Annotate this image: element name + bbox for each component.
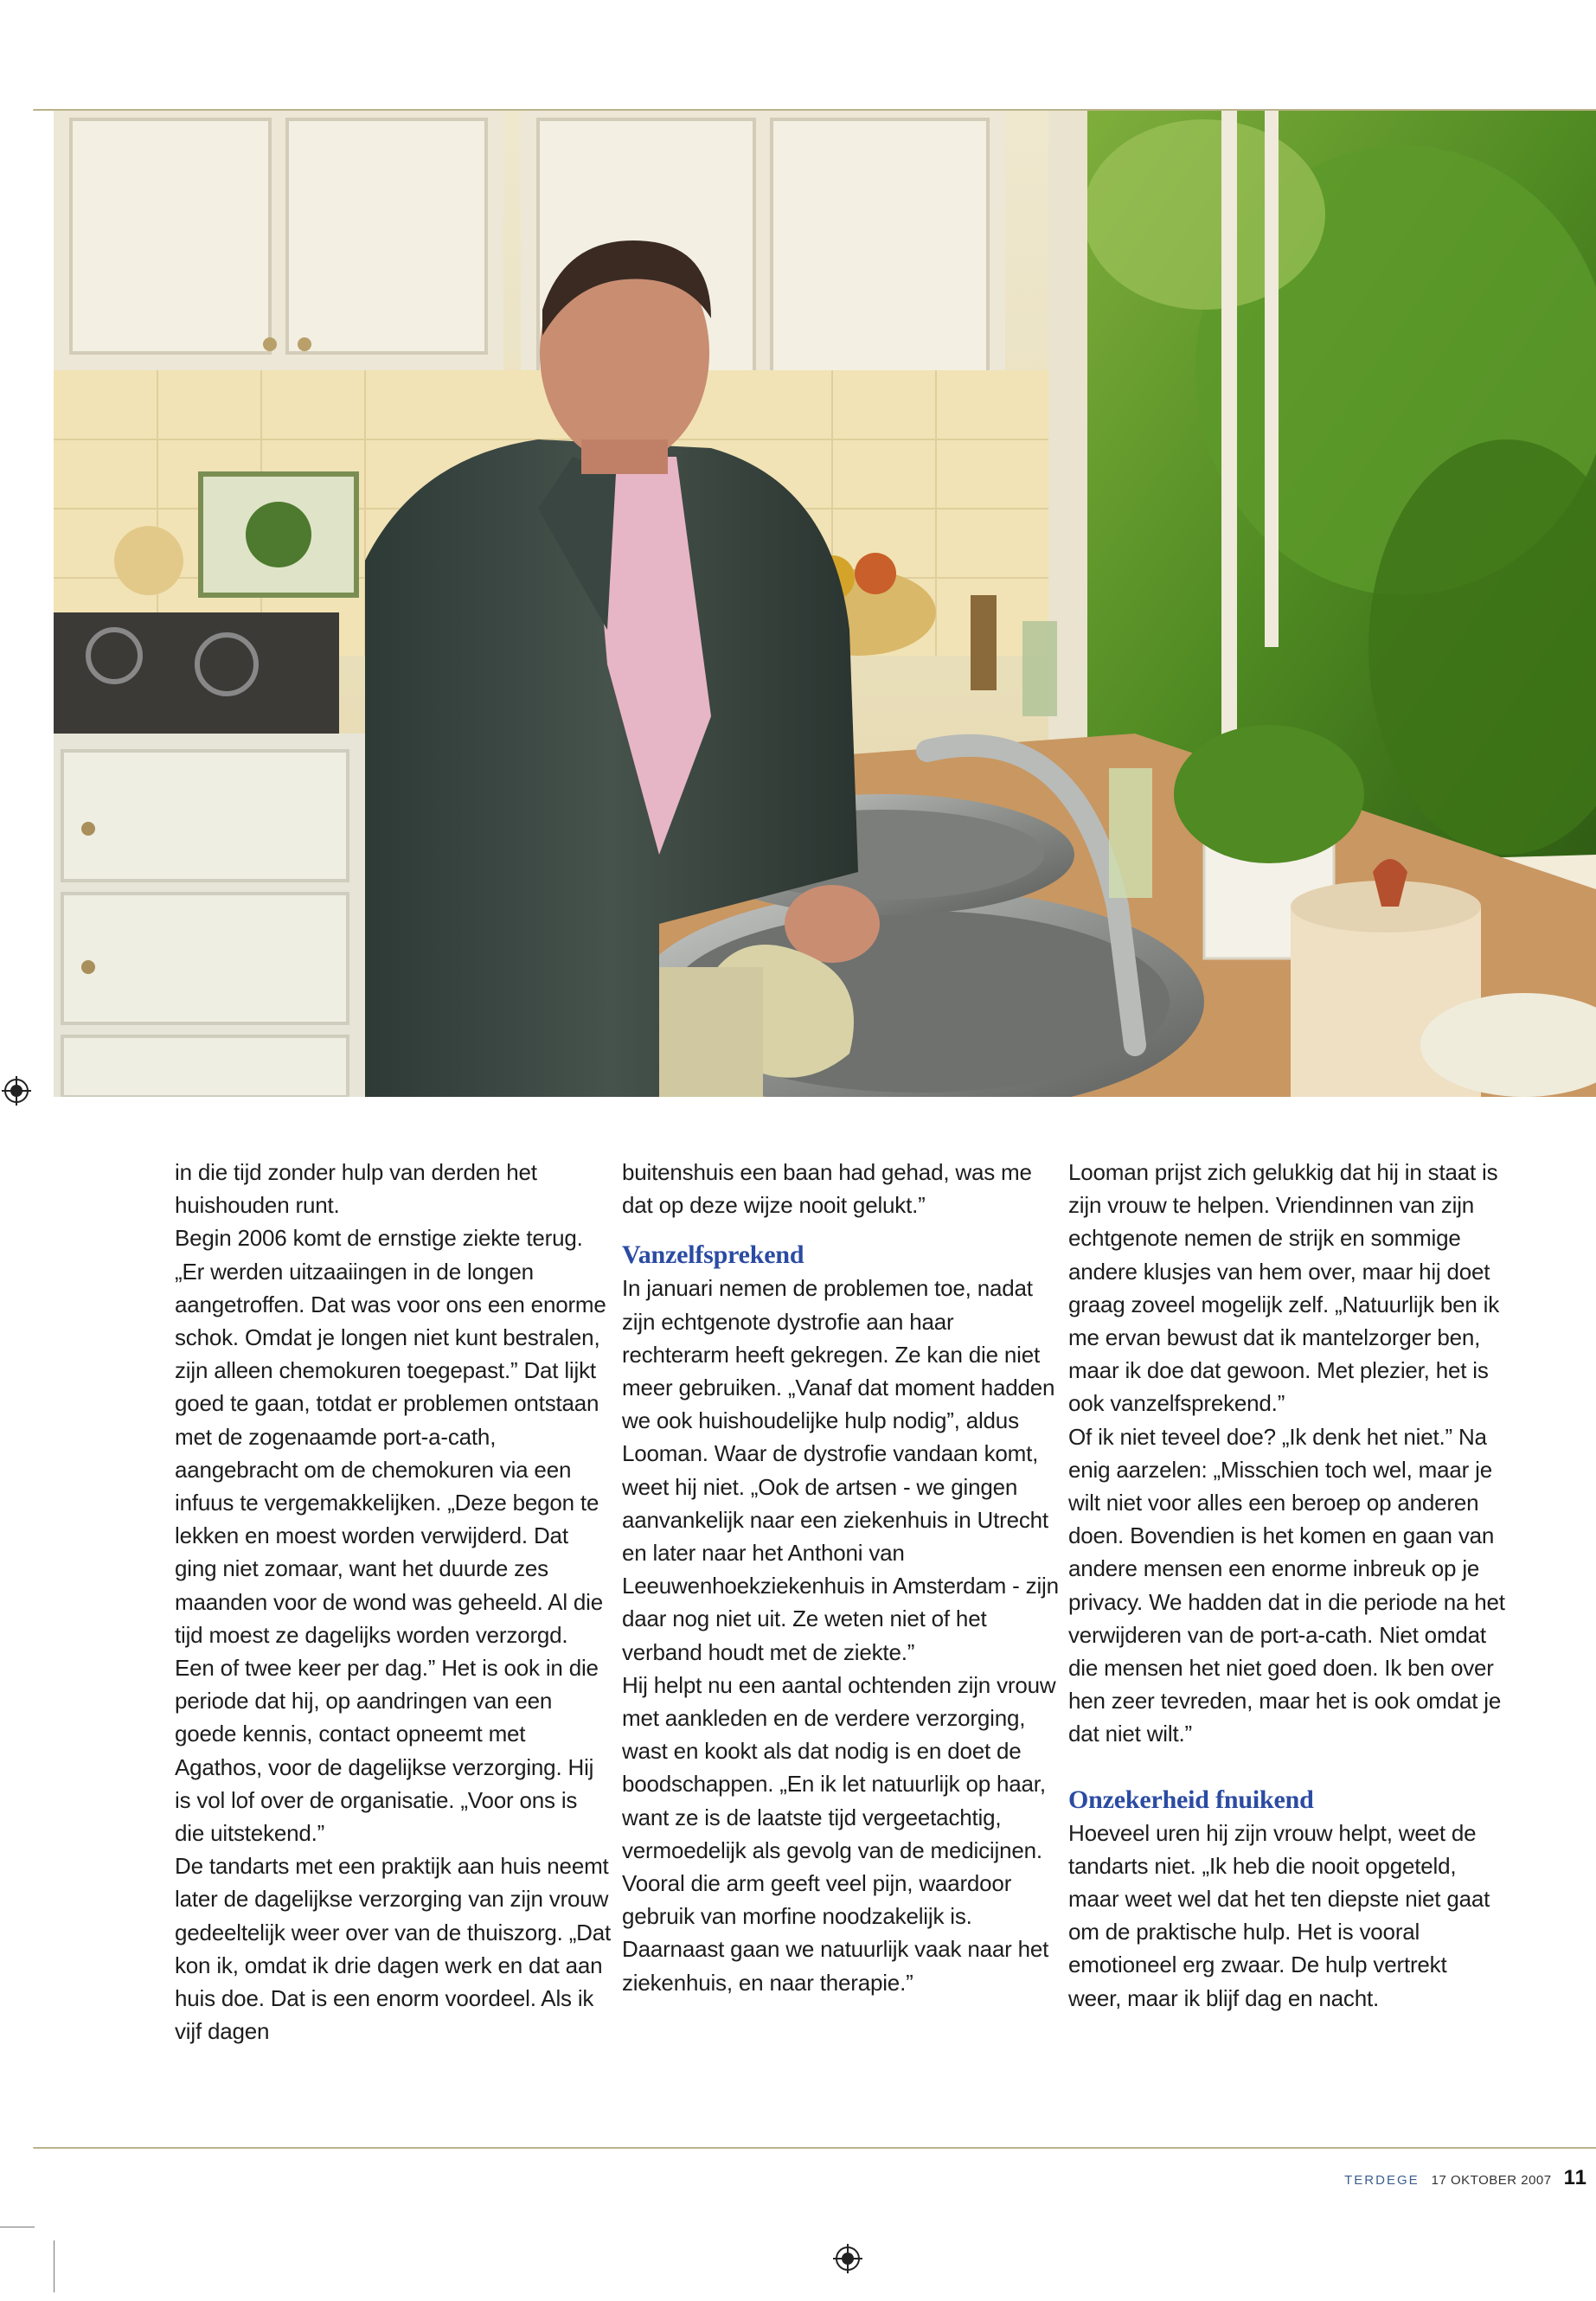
registration-mark-icon (2, 1076, 31, 1106)
article-column-2 (622, 1156, 1059, 1999)
section-heading: Onzekerheid fnuikend (1068, 1785, 1314, 1814)
article-column-3 (1068, 1156, 1505, 2015)
registration-mark-icon (833, 2244, 862, 2273)
issue-date: 17 OKTOBER 2007 (1431, 2173, 1552, 2188)
article-photo (54, 111, 1596, 1097)
page-footer (1344, 2166, 1587, 2192)
paragraph: Of ik niet teveel doe? „Ik denk het niet.” Na enig aarzelen: „Misschien toch wel, maar je wilt niet voor alles een beroep op anderen doen. Bovendien is het komen en gaan van andere mensen een enorme inbreuk op je privacy. We hadden dat in die periode na het verwijderen van de port-a-cath. Niet omdat die mensen het niet goed doen. Ik ben over hen zeer tevreden, maar het is ook omdat je dat niet wilt.” (1068, 1423, 1505, 1747)
bottom-rule (33, 2147, 1596, 2149)
paragraph: Begin 2006 komt de ernstige ziekte terug. „Er werden uitzaaiingen in de longen aangetroffen. Dat was voor ons een enorme schok. Omdat je longen niet kunt bestralen, zijn alleen chemokuren toegepast.” Dat lijkt goed te gaan, totdat er problemen ontstaan met de zogenaamde port-a-cath, aangebracht om de chemokuren via een infuus te vergemakkelijken. „Deze begon te lekken en moest worden verwijderd. Dat ging niet zomaar, want het duurde zes maanden voor de wond was geheeld. Al die tijd moest ze dagelijks worden verzorgd. Een of twee keer per dag.” Het is ook in die periode dat hij, op aandringen van een goede kennis, contact opneemt met Agathos, voor de dagelijkse verzorging. Hij is vol lof over de organisatie. „Voor ons is die uitstekend.” (175, 1225, 606, 1847)
paragraph: in die tijd zonder hulp van derden het huishouden runt. (175, 1159, 537, 1219)
photo-man-at-kitchen-sink (54, 111, 1596, 1097)
paragraph: Looman prijst zich gelukkig dat hij in staat is zijn vrouw te helpen. Vriendinnen van zijn echtgenote nemen de strijk en sommige andere klusjes van hem over, maar hij doet graag zoveel mogelijk zelf. „Natuurlijk ben ik me ervan bewust dat ik mantelzorger ben, maar ik doe dat gewoon. Met plezier, het is ook vanzelfsprekend.” (1068, 1159, 1500, 1417)
article-column-1 (175, 1156, 612, 2048)
magazine-name: TERDEGE (1344, 2173, 1420, 2188)
section-heading: Vanzelfsprekend (622, 1240, 804, 1270)
paragraph: Hoeveel uren hij zijn vrouw helpt, weet de tandarts niet. „Ik heb die nooit opgeteld, maar weet wel dat het ten diepste niet gaat om de praktische hulp. Het is vooral emotioneel erg zwaar. De hulp vertrekt weer, maar ik blijf dag en nacht. (1068, 1819, 1490, 2011)
paragraph: Hij helpt nu een aantal ochtenden zijn vrouw met aankleden en de verdere verzorging, wast en kookt als dat nodig is en doet de boodschappen. „En ik let natuurlijk op haar, want ze is de laatste tijd vergeetachtig, vermoedelijk als gevolg van de medicijnen. Vooral die arm geeft veel pijn, waardoor gebruik van morfine noodzakelijk is. Daarnaast gaan we natuurlijk vaak naar het ziekenhuis, en naar therapie.” (622, 1671, 1056, 1996)
paragraph: buitenshuis een baan had gehad, was me dat op deze wijze nooit gelukt.” (622, 1159, 1032, 1219)
paragraph: De tandarts met een praktijk aan huis neemt later de dagelijkse verzorging van zijn vrouw gedeeltelijk weer over van de thuiszorg. „Dat kon ik, omdat ik drie dagen werk en dat aan huis doe. Dat is een enorm voordeel. Als ik vijf dagen (175, 1853, 612, 2045)
paragraph: In januari nemen de problemen toe, nadat zijn echtgenote dystrofie aan haar rechterarm heeft gekregen. Ze kan die niet meer gebruiken. „Vanaf dat moment hadden we ook huishoudelijke hulp nodig”, aldus Looman. Waar de dystrofie vandaan komt, weet hij niet. „Ook de artsen - we gingen aanvankelijk naar een ziekenhuis in Utrecht en later naar het Anthoni van Leeuwenhoekziekenhuis in Amsterdam - zijn daar nog niet uit. Ze weten niet of het verband houdt met de ziekte.” (622, 1275, 1059, 1665)
page-number: 11 (1563, 2166, 1587, 2189)
